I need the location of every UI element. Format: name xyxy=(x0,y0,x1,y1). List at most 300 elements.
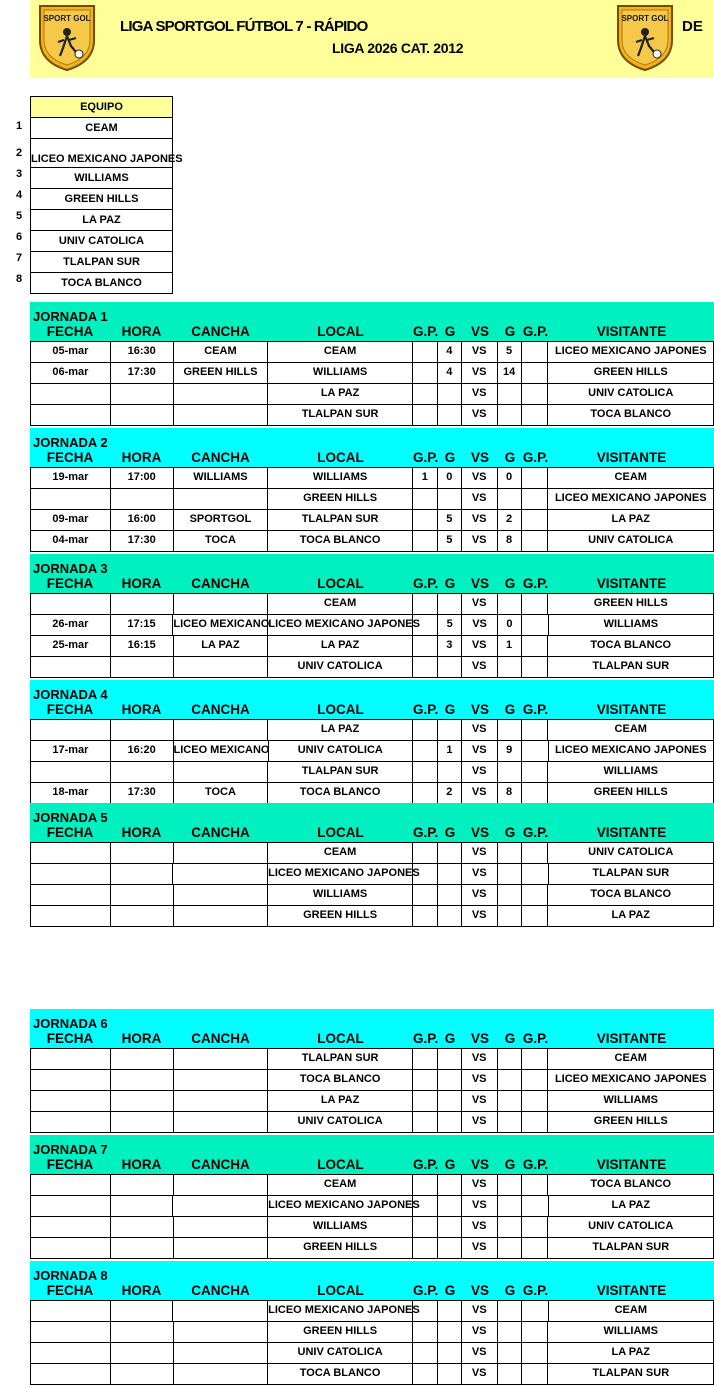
match-row xyxy=(31,1196,713,1217)
column-header-fecha: FECHA xyxy=(46,576,94,591)
match-fecha: 06-mar xyxy=(31,363,111,383)
match-gp2 xyxy=(522,1112,549,1132)
match-hora xyxy=(111,1301,174,1321)
match-g1 xyxy=(438,1364,462,1384)
match-visitante: WILLIAMS xyxy=(603,765,658,777)
column-header-g2: G xyxy=(504,1283,516,1298)
column-header-hora: HORA xyxy=(121,1031,162,1046)
match-gp2 xyxy=(522,1301,549,1321)
match-row xyxy=(31,594,713,615)
match-visitante: LICEO MEXICANO JAPONES xyxy=(554,744,707,756)
match-vs: VS xyxy=(462,762,498,782)
match-local: TLALPAN SUR xyxy=(268,510,413,530)
match-g2 xyxy=(498,1364,522,1384)
match-cancha xyxy=(173,864,268,884)
match-g2 xyxy=(498,1322,522,1342)
match-row xyxy=(31,1112,713,1133)
match-local: CEAM xyxy=(268,342,413,362)
match-hora: 17:15 xyxy=(111,615,174,635)
match-hora xyxy=(111,384,174,404)
match-gp1 xyxy=(413,783,438,803)
column-header-gp2: G.P. xyxy=(522,825,549,840)
match-gp1 xyxy=(413,384,438,404)
match-visitante: UNIV CATOLICA xyxy=(588,387,674,399)
match-g2 xyxy=(498,384,522,404)
match-local: LICEO MEXICANO JAPONES xyxy=(268,864,413,884)
match-vs: VS xyxy=(462,363,498,383)
match-cancha: GREEN HILLS xyxy=(174,363,269,383)
match-gp2 xyxy=(522,783,549,803)
match-row xyxy=(31,843,713,864)
team-name: TLALPAN SUR xyxy=(31,252,173,273)
match-g2 xyxy=(498,1217,522,1237)
match-local: CEAM xyxy=(268,1175,413,1195)
team-name: GREEN HILLS xyxy=(31,189,173,210)
match-local: LA PAZ xyxy=(268,720,413,740)
match-fecha xyxy=(31,384,111,404)
column-header-visitante: VISITANTE xyxy=(596,825,667,840)
match-gp2 xyxy=(522,741,549,761)
match-cancha: WILLIAMS xyxy=(174,468,269,488)
match-g1: 4 xyxy=(438,342,462,362)
match-vs: VS xyxy=(462,1217,498,1237)
column-header-cancha: CANCHA xyxy=(191,1157,250,1172)
match-visitante: TOCA BLANCO xyxy=(590,888,672,900)
team-name: WILLIAMS xyxy=(31,168,173,189)
match-cancha xyxy=(174,1091,269,1111)
jornada-title: JORNADA 2 xyxy=(33,435,108,450)
match-hora xyxy=(111,1238,174,1258)
column-header-gp1: G.P. xyxy=(413,702,439,717)
match-row xyxy=(31,741,713,762)
match-gp2 xyxy=(522,1238,549,1258)
match-g1 xyxy=(438,1322,462,1342)
match-cancha xyxy=(173,1196,268,1216)
column-header-cancha: CANCHA xyxy=(191,1283,250,1298)
match-gp1 xyxy=(413,1301,438,1321)
column-header-fecha: FECHA xyxy=(46,324,94,339)
match-g2 xyxy=(498,906,522,926)
match-gp2 xyxy=(522,1091,549,1111)
match-g2 xyxy=(498,843,522,863)
match-fecha: 05-mar xyxy=(31,342,111,362)
column-header-g1: G xyxy=(444,1283,456,1298)
match-hora xyxy=(111,720,174,740)
match-vs: VS xyxy=(462,489,498,509)
match-hora: 17:30 xyxy=(111,363,174,383)
column-header-g1: G xyxy=(444,825,456,840)
match-local: UNIV CATOLICA xyxy=(268,1343,413,1363)
match-vs: VS xyxy=(462,594,498,614)
column-header-local: LOCAL xyxy=(317,576,364,591)
match-fecha xyxy=(31,1238,111,1258)
match-g1 xyxy=(438,1343,462,1363)
team-number: 3 xyxy=(15,168,23,180)
match-gp1 xyxy=(413,510,438,530)
match-visitante: CEAM xyxy=(614,723,647,735)
match-hora xyxy=(111,1196,174,1216)
match-gp2 xyxy=(522,762,549,782)
match-g2 xyxy=(498,1049,522,1069)
match-gp2 xyxy=(522,384,549,404)
column-header-g2: G xyxy=(504,576,516,591)
match-gp1 xyxy=(413,1238,438,1258)
column-header-fecha: FECHA xyxy=(46,1031,94,1046)
match-hora xyxy=(111,1112,174,1132)
jornada-title: JORNADA 8 xyxy=(33,1268,108,1283)
match-g2 xyxy=(498,1091,522,1111)
match-visitante: TLALPAN SUR xyxy=(592,867,670,879)
match-gp1 xyxy=(413,1343,438,1363)
column-header-vs: VS xyxy=(470,450,489,465)
match-fecha: 17-mar xyxy=(31,741,111,761)
column-headers xyxy=(30,702,714,719)
match-cancha xyxy=(174,720,269,740)
match-row xyxy=(31,885,713,906)
match-hora xyxy=(111,489,174,509)
match-fecha xyxy=(31,762,111,782)
column-header-g1: G xyxy=(444,576,456,591)
column-header-g1: G xyxy=(444,1157,456,1172)
sportgol-logo-right xyxy=(614,2,676,72)
match-gp2 xyxy=(522,342,549,362)
column-header-cancha: CANCHA xyxy=(191,450,250,465)
match-cancha: LICEO MEXICANO xyxy=(174,741,269,761)
match-vs: VS xyxy=(462,1091,498,1111)
match-visitante: LA PAZ xyxy=(611,513,650,525)
match-vs: VS xyxy=(462,1196,498,1216)
match-local: LICEO MEXICANO JAPONES xyxy=(268,1301,413,1321)
match-visitante: CEAM xyxy=(614,471,647,483)
match-g2: 14 xyxy=(498,363,522,383)
column-headers xyxy=(30,450,714,467)
match-row xyxy=(31,615,713,636)
match-row xyxy=(31,1049,713,1070)
match-visitante: CEAM xyxy=(614,1052,647,1064)
column-header-gp1: G.P. xyxy=(413,324,439,339)
match-row xyxy=(31,1175,713,1196)
match-hora: 17:30 xyxy=(111,783,174,803)
match-row xyxy=(31,657,713,678)
league-title: LIGA SPORTGOL FÚTBOL 7 - RÁPIDO xyxy=(120,18,368,35)
match-visitante: LA PAZ xyxy=(611,1199,651,1211)
match-row xyxy=(31,489,713,510)
column-header-hora: HORA xyxy=(121,576,162,591)
match-cancha: LA PAZ xyxy=(174,636,269,656)
column-header-local: LOCAL xyxy=(317,450,364,465)
match-g1 xyxy=(438,1238,462,1258)
column-header-vs: VS xyxy=(470,576,489,591)
match-fecha xyxy=(31,843,111,863)
match-cancha xyxy=(174,906,269,926)
match-row xyxy=(31,1070,713,1091)
team-name: LICEO MEXICANO JAPONES xyxy=(31,139,173,168)
match-g2 xyxy=(498,1301,522,1321)
match-fecha xyxy=(31,906,111,926)
match-row xyxy=(31,384,713,405)
match-g1 xyxy=(438,720,462,740)
jornada-title: JORNADA 6 xyxy=(33,1016,108,1031)
match-g1: 1 xyxy=(438,741,462,761)
sportgol-logo xyxy=(36,2,98,72)
match-g1: 2 xyxy=(438,783,462,803)
match-local: TLALPAN SUR xyxy=(268,405,413,425)
match-row xyxy=(31,636,713,657)
match-gp1 xyxy=(413,342,438,362)
match-g2: 8 xyxy=(498,531,522,551)
match-vs: VS xyxy=(462,342,498,362)
match-vs: VS xyxy=(462,1343,498,1363)
match-row xyxy=(31,783,713,804)
match-local: WILLIAMS xyxy=(268,363,413,383)
match-fecha: 26-mar xyxy=(31,615,111,635)
column-header-g1: G xyxy=(444,324,456,339)
match-vs: VS xyxy=(462,741,498,761)
jornada-title: JORNADA 3 xyxy=(33,561,108,576)
column-headers xyxy=(30,324,714,341)
match-row xyxy=(31,1301,713,1322)
match-local: WILLIAMS xyxy=(268,468,413,488)
jornada-title: JORNADA 1 xyxy=(33,309,108,324)
match-hora xyxy=(111,405,174,425)
match-local: GREEN HILLS xyxy=(268,1322,413,1342)
match-g1 xyxy=(438,1217,462,1237)
match-gp1 xyxy=(413,1364,438,1384)
jornada-block xyxy=(30,680,714,804)
column-header-local: LOCAL xyxy=(317,1157,364,1172)
match-fecha xyxy=(31,657,111,677)
match-row xyxy=(31,1322,713,1343)
match-local: LICEO MEXICANO JAPONES xyxy=(268,615,413,635)
column-header-gp1: G.P. xyxy=(413,1157,439,1172)
match-hora xyxy=(111,594,174,614)
match-visitante: TLALPAN SUR xyxy=(592,1241,670,1253)
match-g1 xyxy=(438,843,462,863)
match-gp2 xyxy=(522,885,549,905)
match-gp2 xyxy=(522,363,549,383)
team-number: 2 xyxy=(15,147,23,159)
match-cancha: TOCA xyxy=(174,531,269,551)
match-hora xyxy=(111,864,174,884)
column-header-visitante: VISITANTE xyxy=(596,1031,667,1046)
match-local: LICEO MEXICANO JAPONES xyxy=(268,1196,413,1216)
match-row xyxy=(31,510,713,531)
match-gp2 xyxy=(522,1175,549,1195)
match-gp1 xyxy=(413,489,438,509)
column-header-vs: VS xyxy=(470,324,489,339)
column-header-gp2: G.P. xyxy=(522,702,549,717)
match-visitante: WILLIAMS xyxy=(603,618,659,630)
match-row xyxy=(31,720,713,741)
match-g1 xyxy=(438,657,462,677)
match-gp1 xyxy=(413,1217,438,1237)
match-fecha: 19-mar xyxy=(31,468,111,488)
match-g1 xyxy=(438,489,462,509)
match-gp1 xyxy=(413,864,438,884)
team-number: 1 xyxy=(15,120,23,132)
match-gp1 xyxy=(413,363,438,383)
match-cancha xyxy=(174,1175,269,1195)
match-hora xyxy=(111,885,174,905)
teams-table xyxy=(30,96,183,294)
column-header-gp2: G.P. xyxy=(522,576,549,591)
match-cancha xyxy=(174,1364,269,1384)
match-row xyxy=(31,1343,713,1364)
column-header-fecha: FECHA xyxy=(46,1157,94,1172)
match-g1 xyxy=(438,864,462,884)
match-hora xyxy=(111,1091,174,1111)
column-header-visitante: VISITANTE xyxy=(596,450,667,465)
team-number: 7 xyxy=(15,252,23,264)
teams-header: EQUIPO xyxy=(31,97,173,118)
column-header-visitante: VISITANTE xyxy=(596,702,667,717)
match-g2 xyxy=(498,864,522,884)
jornada-block xyxy=(30,1261,714,1385)
match-cancha xyxy=(174,1238,269,1258)
match-vs: VS xyxy=(462,1301,498,1321)
column-header-visitante: VISITANTE xyxy=(596,1283,667,1298)
column-header-vs: VS xyxy=(470,702,489,717)
match-gp2 xyxy=(522,720,549,740)
match-visitante: LICEO MEXICANO JAPONES xyxy=(554,1073,707,1085)
match-gp1 xyxy=(413,405,438,425)
match-cancha xyxy=(174,405,269,425)
match-gp2 xyxy=(522,843,549,863)
match-cancha xyxy=(174,384,269,404)
match-g2: 9 xyxy=(498,741,522,761)
column-header-vs: VS xyxy=(470,1283,489,1298)
match-visitante: UNIV CATOLICA xyxy=(588,1220,674,1232)
match-vs: VS xyxy=(462,906,498,926)
column-headers xyxy=(30,576,714,593)
match-g1 xyxy=(438,906,462,926)
team-number: 6 xyxy=(15,231,23,243)
column-header-gp2: G.P. xyxy=(522,324,549,339)
column-header-local: LOCAL xyxy=(317,702,364,717)
match-g1: 5 xyxy=(438,510,462,530)
match-gp2 xyxy=(522,615,549,635)
match-vs: VS xyxy=(462,1322,498,1342)
match-gp1 xyxy=(413,1196,438,1216)
match-visitante: LICEO MEXICANO JAPONES xyxy=(554,345,707,357)
match-cancha xyxy=(174,489,269,509)
match-row xyxy=(31,1217,713,1238)
jornada-title: JORNADA 5 xyxy=(33,810,108,825)
column-header-vs: VS xyxy=(470,1157,489,1172)
match-vs: VS xyxy=(462,783,498,803)
match-local: TOCA BLANCO xyxy=(268,531,413,551)
match-fecha xyxy=(31,1112,111,1132)
match-g1 xyxy=(438,1070,462,1090)
match-gp2 xyxy=(522,1049,549,1069)
match-gp1 xyxy=(413,906,438,926)
match-g1 xyxy=(438,762,462,782)
match-local: LA PAZ xyxy=(268,1091,413,1111)
column-header-gp1: G.P. xyxy=(413,576,439,591)
column-header-gp2: G.P. xyxy=(522,1157,549,1172)
match-vs: VS xyxy=(462,885,498,905)
column-header-hora: HORA xyxy=(121,1283,162,1298)
match-cancha xyxy=(174,843,269,863)
match-visitante: WILLIAMS xyxy=(603,1325,658,1337)
match-gp2 xyxy=(522,489,549,509)
match-g1 xyxy=(438,1175,462,1195)
match-fecha xyxy=(31,1343,111,1363)
match-fecha xyxy=(31,594,111,614)
column-header-local: LOCAL xyxy=(317,825,364,840)
column-header-g2: G xyxy=(504,825,516,840)
match-vs: VS xyxy=(462,636,498,656)
match-fecha: 18-mar xyxy=(31,783,111,803)
column-header-fecha: FECHA xyxy=(46,1283,94,1298)
match-g1: 5 xyxy=(438,615,462,635)
match-visitante: UNIV CATOLICA xyxy=(588,846,674,858)
match-hora: 16:30 xyxy=(111,342,174,362)
match-g2 xyxy=(498,1238,522,1258)
match-fecha xyxy=(31,405,111,425)
match-visitante: LA PAZ xyxy=(611,909,650,921)
match-gp2 xyxy=(522,906,549,926)
column-header-cancha: CANCHA xyxy=(191,324,250,339)
match-visitante: GREEN HILLS xyxy=(593,786,668,798)
match-cancha: CEAM xyxy=(174,342,269,362)
column-header-local: LOCAL xyxy=(317,1031,364,1046)
match-hora xyxy=(111,762,174,782)
column-header-gp2: G.P. xyxy=(522,450,549,465)
team-name: UNIV CATOLICA xyxy=(31,231,173,252)
match-gp2 xyxy=(522,1217,549,1237)
match-vs: VS xyxy=(462,615,498,635)
match-local: UNIV CATOLICA xyxy=(268,1112,413,1132)
column-header-g2: G xyxy=(504,1157,516,1172)
match-visitante: TLALPAN SUR xyxy=(592,660,670,672)
column-header-hora: HORA xyxy=(121,825,162,840)
jornada-block xyxy=(30,803,714,927)
match-gp2 xyxy=(522,1343,549,1363)
match-gp1 xyxy=(413,636,438,656)
team-number: 5 xyxy=(15,210,23,222)
match-cancha xyxy=(174,594,269,614)
match-g1 xyxy=(438,594,462,614)
match-visitante: LICEO MEXICANO JAPONES xyxy=(554,492,707,504)
match-gp2 xyxy=(522,510,549,530)
match-vs: VS xyxy=(462,657,498,677)
match-gp1 xyxy=(413,885,438,905)
match-g2: 2 xyxy=(498,510,522,530)
league-subtitle: LIGA 2026 CAT. 2012 xyxy=(332,40,464,56)
jornada-title: JORNADA 4 xyxy=(33,687,108,702)
match-hora: 16:00 xyxy=(111,510,174,530)
team-name: CEAM xyxy=(31,118,173,139)
match-g1 xyxy=(438,405,462,425)
column-header-fecha: FECHA xyxy=(46,702,94,717)
match-local: LA PAZ xyxy=(268,636,413,656)
match-hora: 16:15 xyxy=(111,636,174,656)
match-cancha xyxy=(174,1070,269,1090)
match-gp2 xyxy=(522,594,549,614)
column-header-g1: G xyxy=(444,450,456,465)
match-vs: VS xyxy=(462,1070,498,1090)
match-hora xyxy=(111,906,174,926)
match-row xyxy=(31,1238,713,1259)
column-header-g2: G xyxy=(504,324,516,339)
match-vs: VS xyxy=(462,531,498,551)
match-gp1 xyxy=(413,741,438,761)
match-cancha xyxy=(174,1343,269,1363)
match-visitante: GREEN HILLS xyxy=(593,366,668,378)
match-g2 xyxy=(498,594,522,614)
match-cancha: SPORTGOL xyxy=(174,510,269,530)
